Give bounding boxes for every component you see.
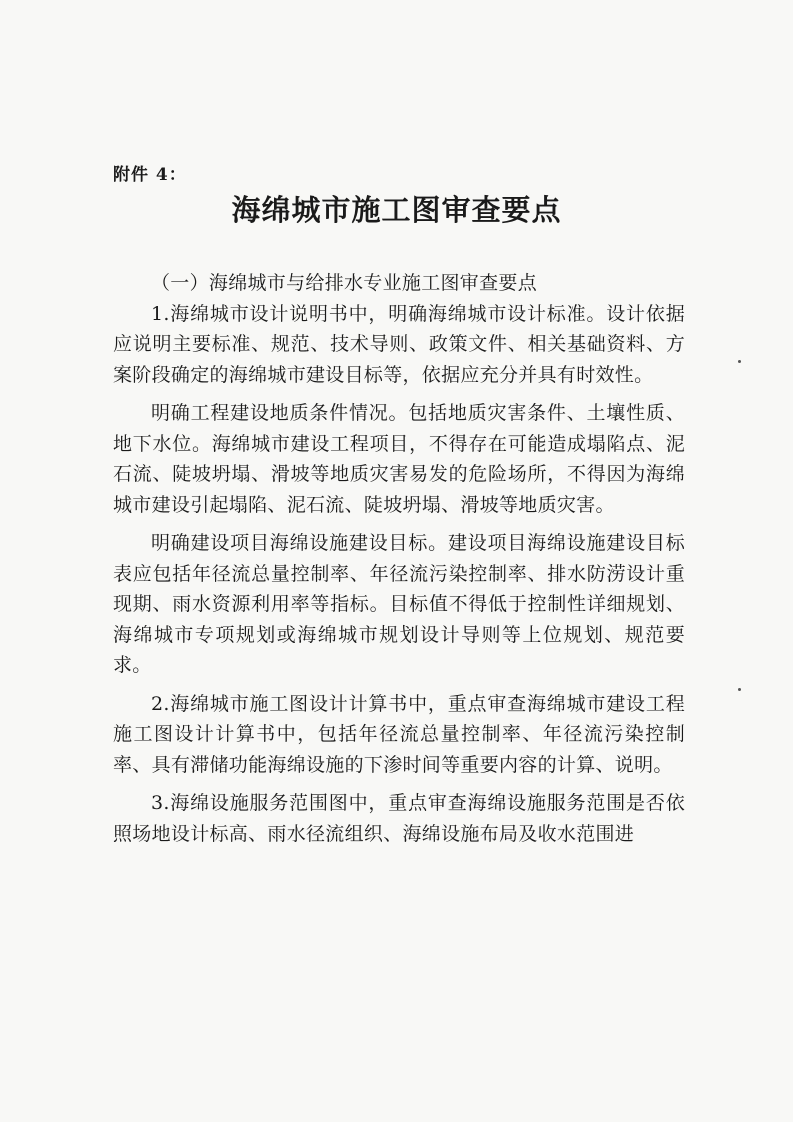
- paragraph-calculation: 2.海绵城市施工图设计计算书中，重点审查海绵城市建设工程施工图设计计算书中，包括年径流总量控制率、年径流污染控制率、具有滞储功能海绵设施的下渗时间等重要内容的计算、说明。: [113, 692, 685, 776]
- document-body: [113, 268, 685, 849]
- annex-label: 附件 4：: [113, 165, 187, 185]
- document-title: 海绵城市施工图审查要点: [231, 193, 562, 227]
- scan-speck: [738, 688, 741, 691]
- scan-speck: [738, 360, 741, 363]
- section-heading: （一）海绵城市与给排水专业施工图审查要点: [151, 272, 538, 294]
- paragraph-geology: 明确工程建设地质条件情况。包括地质灾害条件、土壤性质、地下水位。海绵城市建设工程项目，不得存在可能造成塌陷点、泥石流、陡坡坍塌、滑坡等地质灾害易发的危险场所，不得因为海绵城市建设引起塌陷、泥石流、陡坡坍塌、滑坡等地质灾害。: [113, 402, 685, 516]
- paragraph-targets: 明确建设项目海绵设施建设目标。建设项目海绵设施建设目标表应包括年径流总量控制率、年径流污染控制率、排水防涝设计重现期、雨水资源利用率等指标。目标值不得低于控制性详细规划、海绵城市专项规划或海绵城市规划设计导则等上位规划、规范要求。: [113, 532, 685, 676]
- paragraph-service-area: 3.海绵设施服务范围图中，重点审查海绵设施服务范围是否依照场地设计标高、雨水径流组织、海绵设施布局及收水范围进: [113, 792, 685, 845]
- paragraph-design-spec: 1.海绵城市设计说明书中，明确海绵城市设计标准。设计依据应说明主要标准、规范、技术导则、政策文件、相关基础资料、方案阶段确定的海绵城市建设目标等，依据应充分并具有时效性。: [113, 302, 685, 386]
